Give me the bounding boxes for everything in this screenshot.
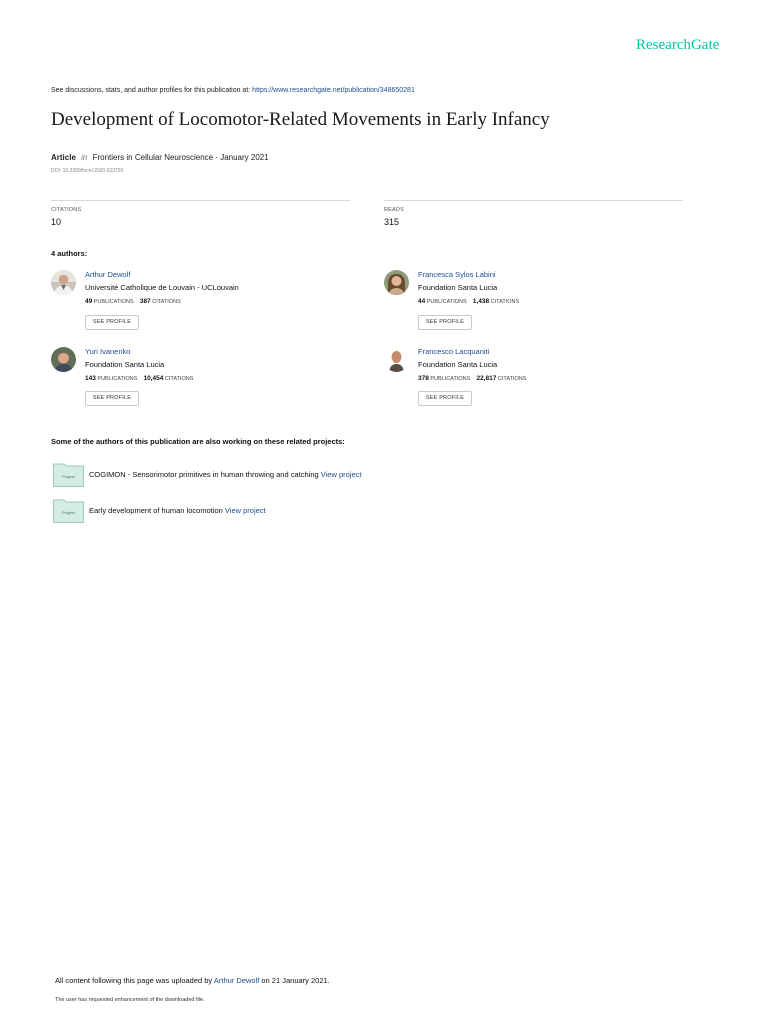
publications-count: 378 [418,375,429,382]
author-stats [85,375,193,382]
author-affiliation: Université Catholique de Louvain - UCLouvain [85,283,239,292]
citations-label: CITATIONS [152,299,181,305]
publications-count: 143 [85,375,96,382]
project-folder-icon [53,463,84,487]
author-affiliation: Foundation Santa Lucia [418,283,498,292]
publication-url-link[interactable]: https://www.researchgate.net/publication/348650281 [252,87,415,94]
upload-suffix: on 21 January 2021. [259,976,330,985]
publication-doi: DOI: 10.3389/fncel.2020.623759 [51,168,124,174]
in-word: in [81,153,88,162]
citations-label: CITATIONS [497,376,527,382]
publications-count: 44 [418,298,426,305]
authors-heading: 4 authors: [51,249,88,258]
author-affiliation: Foundation Santa Lucia [418,360,498,369]
related-projects-heading: Some of the authors of this publication are also working on these related projects: [51,437,345,446]
see-profile-button[interactable]: SEE PROFILE [85,391,139,406]
avatar[interactable] [384,347,409,372]
citations-value: 10 [51,217,62,227]
citations-count: 22,817 [476,375,497,382]
project-item [89,470,361,479]
author-card [384,270,409,295]
discussions-text: See discussions, stats, and author profiles for this publication at: [51,87,253,94]
citations-count: 10,454 [143,375,164,382]
author-name-link[interactable]: Francesco Lacquaniti [418,347,490,356]
view-project-link[interactable]: View project [320,470,362,479]
publications-count: 49 [85,298,93,305]
citations-divider [51,200,350,201]
project-icon-label: Project [62,474,75,479]
publications-label: PUBLICATIONS [426,299,467,305]
uploader-link[interactable]: Arthur Dewolf [213,976,260,985]
project-folder-icon [53,499,84,523]
researchgate-logo[interactable]: ResearchGate [636,37,720,53]
citations-label: CITATIONS [51,207,82,213]
upload-note [55,976,330,985]
publications-label: PUBLICATIONS [93,299,134,305]
publication-type: Article [51,153,76,162]
project-title: Early development of human locomotion [89,506,225,515]
see-profile-button[interactable]: SEE PROFILE [418,391,472,406]
project-title: COGIMON - Sensorimotor primitives in human throwing and catching [89,470,321,479]
publication-title: Development of Locomotor-Related Movements in Early Infancy [51,109,550,130]
citations-label: CITATIONS [490,299,520,305]
reads-divider [384,200,683,201]
publication-meta [51,153,269,162]
see-profile-button[interactable]: SEE PROFILE [85,315,139,330]
avatar[interactable] [51,347,76,372]
author-name-link[interactable]: Francesca Sylos Labini [418,270,496,279]
avatar[interactable] [384,270,409,295]
project-icon-label: Project [62,510,75,515]
publications-label: PUBLICATIONS [430,376,471,382]
author-card [51,347,76,372]
author-stats [418,375,526,382]
see-profile-button[interactable]: SEE PROFILE [418,315,472,330]
view-project-link[interactable]: View project [224,506,266,515]
discussions-line [51,87,415,94]
reads-label: READS [384,207,404,213]
project-item [89,506,266,515]
publications-label: PUBLICATIONS [97,376,138,382]
citations-count: 387 [139,298,151,305]
author-affiliation: Foundation Santa Lucia [85,360,165,369]
upload-prefix: All content following this page was uploaded by [55,976,214,985]
author-name-link[interactable]: Arthur Dewolf [85,270,131,279]
avatar[interactable] [51,270,76,295]
enhancement-note: The user has requested enhancement of the downloaded file. [55,997,205,1003]
citations-count: 1,438 [472,298,490,305]
author-name-link[interactable]: Yuri Ivanenko [85,347,131,356]
author-card [384,347,409,372]
author-stats [418,298,519,305]
citations-label: CITATIONS [164,376,194,382]
author-card [51,270,76,295]
publication-venue: Frontiers in Cellular Neuroscience · January 2021 [92,153,269,162]
author-stats [85,298,181,305]
reads-value: 315 [384,217,400,227]
